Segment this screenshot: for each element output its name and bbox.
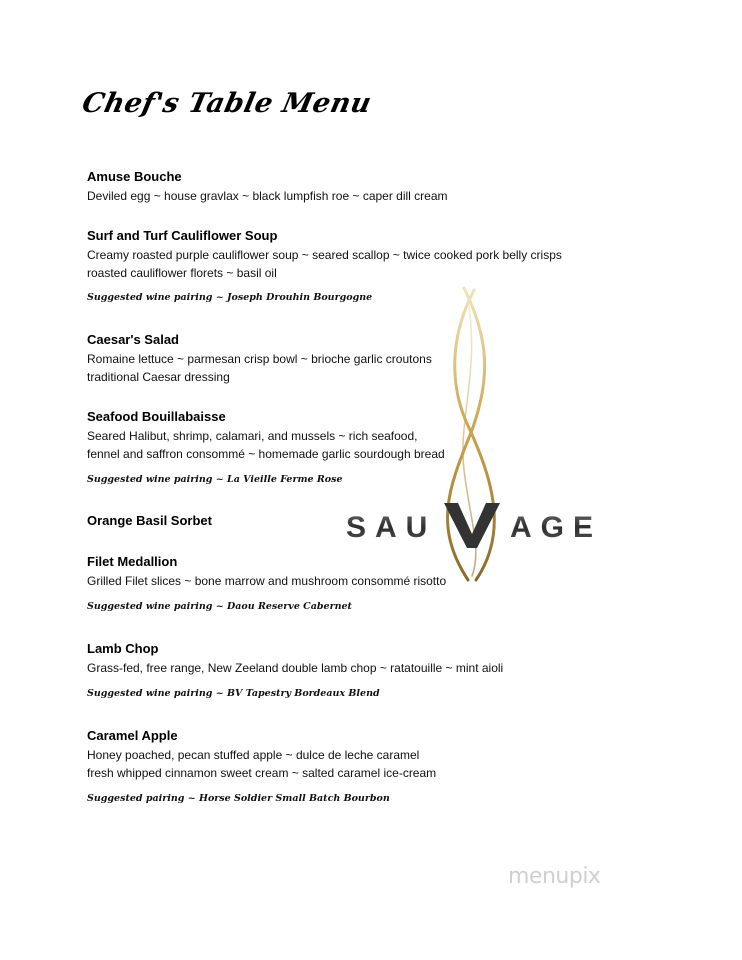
course-description: Grass-fed, free range, New Zeeland double lamb chop ~ ratatouille ~ mint aioli	[87, 661, 504, 675]
course-description: Grilled Filet slices ~ bone marrow and mushroom consommé risotto	[87, 574, 447, 588]
logo-text-left: SAU	[346, 511, 437, 544]
course-name: Lamb Chop	[87, 641, 159, 656]
course-description: Honey poached, pecan stuffed apple ~ dulce de leche caramel	[87, 748, 420, 762]
logo-text-right: AGE	[510, 511, 603, 544]
course-bouillabaisse	[87, 409, 445, 463]
course-amuse-bouche	[87, 169, 448, 205]
course-description: Creamy roasted purple cauliflower soup ~ seared scallop ~ twice cooked pork belly crisps	[87, 248, 562, 262]
wine-pairing: Suggested wine pairing ~ BV Tapestry Bordeaux Blend	[87, 688, 380, 699]
course-description: roasted cauliflower florets ~ basil oil	[87, 266, 277, 280]
course-description: fennel and saffron consommé ~ homemade garlic sourdough bread	[87, 447, 445, 461]
course-cauliflower-soup	[87, 228, 562, 282]
course-name: Caramel Apple	[87, 728, 178, 743]
course-name: Caesar's Salad	[87, 332, 179, 347]
wine-pairing: Suggested pairing ~ Horse Soldier Small Batch Bourbon	[87, 793, 390, 804]
logo-wordmark	[346, 503, 602, 548]
course-caramel-apple	[87, 728, 436, 782]
course-description: Deviled egg ~ house gravlax ~ black lumpfish roe ~ caper dill cream	[87, 189, 448, 203]
course-description: traditional Caesar dressing	[87, 370, 230, 384]
course-filet-medallion	[87, 554, 446, 590]
course-name: Seafood Bouillabaisse	[87, 409, 226, 424]
course-name: Orange Basil Sorbet	[87, 513, 212, 528]
course-description: Seared Halibut, shrimp, calamari, and mussels ~ rich seafood,	[87, 429, 418, 443]
course-name: Amuse Bouche	[87, 169, 182, 184]
course-name: Surf and Turf Cauliflower Soup	[87, 228, 278, 243]
wine-pairing: Suggested wine pairing ~ La Vieille Ferme Rose	[87, 474, 343, 485]
course-description: Romaine lettuce ~ parmesan crisp bowl ~ brioche garlic croutons	[87, 352, 432, 366]
wine-pairing: Suggested wine pairing ~ Daou Reserve Cabernet	[87, 601, 352, 612]
course-caesar-salad	[87, 332, 432, 386]
course-name: Filet Medallion	[87, 554, 178, 569]
wine-pairing: Suggested wine pairing ~ Joseph Drouhin Bourgogne	[87, 292, 373, 303]
course-lamb-chop	[87, 641, 503, 677]
course-description: fresh whipped cinnamon sweet cream ~ salted caramel ice-cream	[87, 766, 437, 780]
course-sorbet	[87, 513, 212, 529]
menupix-watermark: menupix	[508, 864, 601, 889]
menu-title: Chef's Table Menu	[79, 88, 375, 119]
